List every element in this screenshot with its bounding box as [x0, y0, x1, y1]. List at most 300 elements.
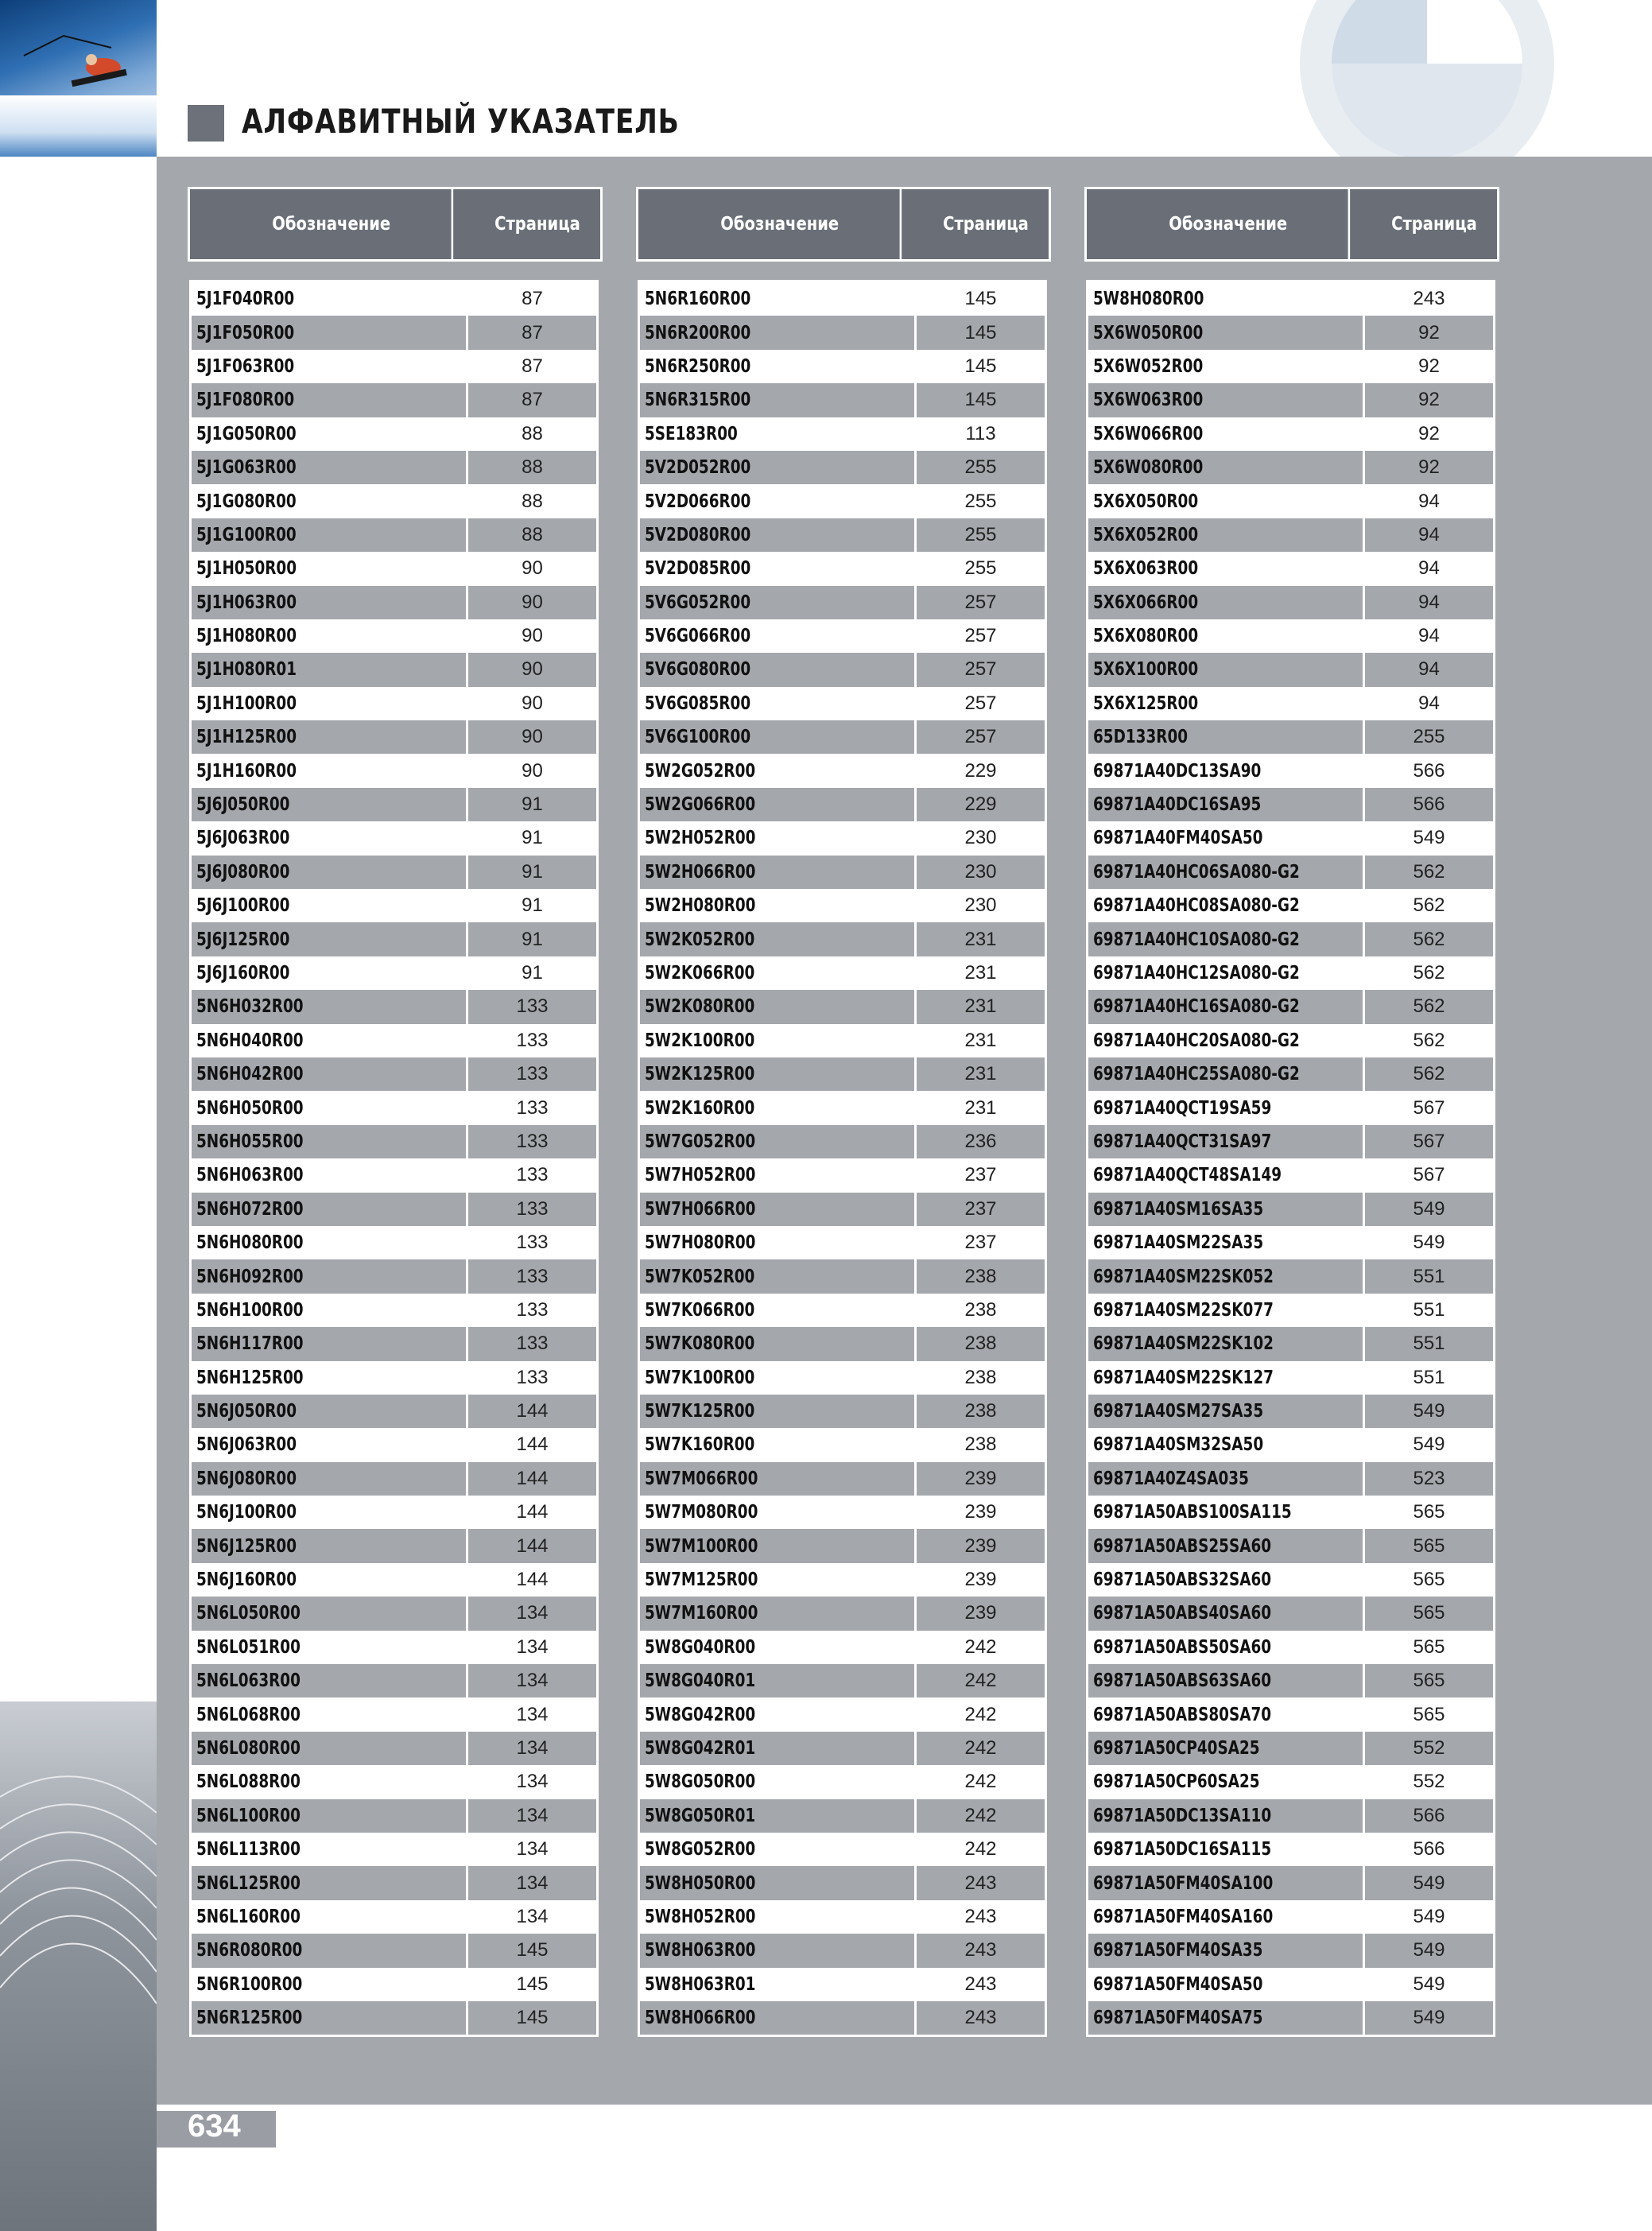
page-cell: 92 — [1418, 355, 1440, 377]
page-cell: 238 — [914, 1327, 1045, 1360]
page-cell: 87 — [522, 355, 543, 377]
designation-cell — [192, 552, 466, 585]
table-row — [1088, 1529, 1493, 1562]
designation-text: 69871A40QCT19SA59 — [1093, 1097, 1272, 1119]
designation-text: 69871A50FM40SA75 — [1093, 2008, 1263, 2029]
table-row — [1088, 1361, 1493, 1395]
designation-text: 69871A40SM32SA50 — [1093, 1434, 1264, 1456]
page-cell: 242 — [964, 1703, 997, 1725]
page-cell: 552 — [1363, 1732, 1493, 1765]
designation-text: 69871A40HC25SA080-G2 — [1093, 1064, 1300, 1085]
page-cell: 90 — [466, 720, 596, 754]
page-cell: 243 — [914, 1866, 1045, 1899]
designation-text: 69871A50ABS25SA60 — [1093, 1535, 1272, 1557]
designation-text: 5V6G080R00 — [645, 659, 751, 681]
page-title: АЛФАВИТНЫЙ УКАЗАТЕЛЬ — [242, 102, 680, 141]
table-row — [640, 1091, 1045, 1124]
designation-cell — [1088, 417, 1363, 451]
designation-text: 5J1F050R00 — [196, 322, 295, 343]
table-row — [192, 1900, 596, 1934]
designation-text: 5W7K100R00 — [645, 1367, 755, 1388]
designation-text: 5X6W052R00 — [1093, 355, 1204, 377]
designation-cell — [640, 1091, 914, 1124]
header-designation: Обозначение — [211, 189, 453, 259]
designation-cell — [1088, 889, 1363, 922]
designation-cell — [1088, 1361, 1363, 1395]
table-row — [192, 1158, 596, 1192]
designation-cell — [640, 1226, 914, 1259]
page-cell: 91 — [466, 856, 596, 889]
page-cell: 145 — [964, 288, 997, 310]
designation-text: 69871A50FM40SA50 — [1093, 1973, 1263, 1995]
designation-cell — [1088, 1664, 1363, 1698]
table-row — [192, 282, 596, 316]
page-cell: 144 — [466, 1529, 596, 1562]
table-row — [192, 451, 596, 484]
designation-cell — [1088, 653, 1363, 686]
table-row — [1088, 1900, 1493, 1934]
designation-cell — [192, 1193, 466, 1226]
designation-cell — [192, 1732, 466, 1765]
page-cell: 243 — [964, 1905, 997, 1927]
designation-text: 5W2K052R00 — [645, 929, 755, 950]
designation-cell — [1088, 1934, 1363, 1967]
table-row — [1088, 383, 1493, 417]
designation-cell — [1088, 619, 1363, 653]
page-cell: 133 — [516, 1366, 549, 1388]
designation-cell — [1088, 1193, 1363, 1226]
page-cell: 549 — [1413, 1905, 1445, 1927]
page-cell: 91 — [522, 827, 543, 849]
designation-cell — [640, 1934, 914, 1967]
designation-text: 5N6R250R00 — [645, 355, 751, 377]
designation-text: 5W8H063R01 — [645, 1973, 756, 1995]
designation-text: 69871A50CP40SA25 — [1093, 1737, 1260, 1759]
designation-cell — [640, 451, 914, 484]
designation-cell — [1088, 586, 1363, 619]
page-cell: 134 — [516, 1703, 549, 1725]
designation-text: 5J1H125R00 — [196, 727, 297, 748]
designation-text: 5N6L050R00 — [196, 1603, 301, 1624]
page-cell: 242 — [964, 1771, 997, 1793]
table-row — [1088, 687, 1493, 720]
page-cell: 255 — [964, 557, 997, 580]
designation-cell — [1088, 518, 1363, 552]
designation-cell — [640, 619, 914, 653]
designation-text: 5J1F040R00 — [196, 289, 295, 310]
page-cell: 92 — [1363, 316, 1493, 349]
page-cell: 230 — [964, 827, 997, 849]
designation-cell — [640, 1395, 914, 1428]
page-cell: 94 — [1363, 653, 1493, 686]
designation-cell — [1088, 350, 1363, 383]
page-cell: 257 — [914, 653, 1045, 686]
designation-cell — [192, 956, 466, 990]
table-row — [1088, 518, 1493, 552]
designation-text: 5J6J050R00 — [196, 794, 290, 816]
table-row — [192, 754, 596, 787]
designation-cell — [1088, 1631, 1363, 1664]
page-cell: 565 — [1413, 1703, 1445, 1725]
table-row — [1088, 1968, 1493, 2001]
designation-cell — [192, 1158, 466, 1192]
page-cell: 134 — [466, 1732, 596, 1765]
table-row — [1088, 1395, 1493, 1428]
designation-cell — [640, 484, 914, 518]
designation-cell — [1088, 1226, 1363, 1259]
page-cell: 549 — [1413, 1434, 1445, 1456]
designation-cell — [1088, 1765, 1363, 1798]
designation-text: 69871A40QCT31SA97 — [1093, 1131, 1272, 1152]
table-row — [1088, 417, 1493, 451]
designation-cell — [640, 1631, 914, 1664]
designation-text: 5N6L160R00 — [196, 1906, 301, 1927]
designation-text: 5W7K052R00 — [645, 1266, 755, 1287]
designation-cell — [640, 956, 914, 990]
designation-text: 5J1G050R00 — [196, 423, 297, 444]
table-body — [1086, 280, 1495, 2037]
designation-cell — [640, 1259, 914, 1293]
table-row — [640, 1833, 1045, 1866]
table-row — [192, 383, 596, 417]
designation-text: 5W2K066R00 — [645, 963, 755, 984]
table-row — [1088, 788, 1493, 821]
designation-cell — [192, 653, 466, 686]
designation-cell — [640, 1799, 914, 1833]
designation-text: 5N6J160R00 — [196, 1569, 297, 1591]
designation-cell — [640, 1024, 914, 1057]
designation-cell — [640, 1125, 914, 1158]
designation-cell — [192, 350, 466, 383]
designation-cell — [1088, 821, 1363, 855]
table-row — [1088, 1158, 1493, 1192]
designation-cell — [1088, 1259, 1363, 1293]
designation-text: 5J1G100R00 — [196, 524, 297, 545]
designation-cell — [640, 1158, 914, 1192]
table-row — [640, 383, 1045, 417]
designation-cell — [640, 1698, 914, 1731]
table-row — [640, 1294, 1045, 1327]
designation-cell — [640, 1833, 914, 1866]
designation-text: 5X6X080R00 — [1093, 626, 1199, 647]
designation-cell — [192, 451, 466, 484]
designation-text: 69871A40HC06SA080-G2 — [1093, 861, 1300, 883]
table-row — [640, 350, 1045, 383]
designation-text: 5W8G040R01 — [645, 1670, 756, 1692]
designation-cell — [192, 1563, 466, 1597]
table-row — [1088, 1799, 1493, 1833]
designation-text: 5X6X125R00 — [1093, 693, 1199, 714]
designation-text: 69871A50ABS32SA60 — [1093, 1569, 1272, 1591]
page-cell: 90 — [466, 586, 596, 619]
page-cell: 90 — [522, 759, 543, 782]
table-row — [192, 1193, 596, 1226]
designation-cell — [640, 687, 914, 720]
designation-text: 69871A50ABS63SA60 — [1093, 1670, 1272, 1692]
table-row — [1088, 586, 1493, 619]
page-cell: 237 — [914, 1193, 1045, 1226]
designation-text: 5N6L063R00 — [196, 1670, 301, 1692]
designation-text: 5W7G052R00 — [645, 1131, 756, 1152]
designation-text: 69871A40SM22SK127 — [1093, 1367, 1274, 1388]
page-cell: 257 — [914, 586, 1045, 619]
header-page: Страница — [1391, 214, 1477, 235]
table-row — [640, 417, 1045, 451]
designation-cell — [1088, 788, 1363, 821]
designation-text: 5N6L125R00 — [196, 1872, 301, 1894]
page-cell: 565 — [1363, 1597, 1493, 1630]
table-row — [192, 1631, 596, 1664]
table-row — [192, 552, 596, 585]
table-row — [192, 1833, 596, 1866]
page-cell: 134 — [516, 1635, 549, 1658]
designation-text: 5W2G052R00 — [645, 760, 756, 782]
header-page: Страница — [943, 214, 1029, 235]
table-row — [192, 350, 596, 383]
title-marker — [188, 105, 224, 142]
designation-text: 5W2K125R00 — [645, 1064, 755, 1085]
designation-cell — [640, 1294, 914, 1327]
designation-cell — [192, 788, 466, 821]
page-cell: 562 — [1363, 1057, 1493, 1091]
designation-cell — [192, 1631, 466, 1664]
designation-cell — [192, 1529, 466, 1562]
designation-text: 69871A50CP60SA25 — [1093, 1771, 1260, 1793]
page-cell: 88 — [522, 422, 543, 444]
page-cell: 551 — [1413, 1366, 1445, 1388]
designation-text: 69871A40FM40SA50 — [1093, 828, 1263, 849]
page-cell: 87 — [522, 288, 543, 310]
page-cell: 88 — [522, 490, 543, 512]
page-cell: 91 — [466, 788, 596, 821]
designation-cell — [1088, 484, 1363, 518]
page-cell: 255 — [964, 490, 997, 512]
page-cell: 566 — [1363, 1799, 1493, 1833]
designation-text: 5X6X066R00 — [1093, 592, 1199, 613]
table-row — [192, 1024, 596, 1057]
table-row — [192, 1259, 596, 1293]
designation-text: 5N6R125R00 — [196, 2008, 303, 2029]
designation-cell — [1088, 1900, 1363, 1934]
table-row — [192, 1799, 596, 1833]
designation-text: 5J1H100R00 — [196, 693, 297, 714]
designation-cell — [192, 1968, 466, 2001]
designation-text: 5W2K100R00 — [645, 1030, 755, 1051]
table-row — [640, 1193, 1045, 1226]
designation-cell — [192, 586, 466, 619]
page-cell: 87 — [466, 316, 596, 349]
table-row — [192, 1462, 596, 1496]
table-row — [1088, 1462, 1493, 1496]
designation-text: 5W8G050R00 — [645, 1771, 756, 1793]
table-row — [1088, 1226, 1493, 1259]
designation-text: 5J1H050R00 — [196, 558, 297, 580]
designation-cell — [192, 484, 466, 518]
designation-text: 5N6R160R00 — [645, 289, 751, 310]
table-row — [1088, 1428, 1493, 1461]
page-cell: 237 — [964, 1232, 997, 1254]
designation-cell — [640, 821, 914, 855]
designation-cell — [640, 586, 914, 619]
page-cell: 242 — [914, 1799, 1045, 1833]
table-row — [1088, 1024, 1493, 1057]
designation-cell — [640, 1361, 914, 1395]
designation-cell — [192, 1799, 466, 1833]
page-cell: 133 — [516, 1029, 549, 1051]
designation-text: 69871A40DC16SA95 — [1093, 794, 1262, 816]
table-row — [1088, 552, 1493, 585]
designation-text: 5W2K160R00 — [645, 1097, 755, 1119]
table-row — [192, 586, 596, 619]
table-row — [640, 720, 1045, 754]
designation-text: 5W7H066R00 — [645, 1198, 756, 1220]
table-row — [1088, 2001, 1493, 2035]
designation-text: 5N6R100R00 — [196, 1973, 303, 1995]
page-cell: 562 — [1413, 962, 1445, 984]
table-row — [1088, 1259, 1493, 1293]
designation-cell — [192, 1327, 466, 1360]
designation-text: 5X6X052R00 — [1093, 524, 1199, 545]
designation-cell — [192, 1462, 466, 1496]
table-row — [1088, 856, 1493, 889]
designation-text: 5W8G042R01 — [645, 1737, 756, 1759]
designation-text: 5N6J063R00 — [196, 1434, 297, 1456]
table-row — [192, 1395, 596, 1428]
page-cell: 567 — [1363, 1125, 1493, 1158]
designation-cell — [1088, 1698, 1363, 1731]
designation-cell — [1088, 720, 1363, 754]
page-cell: 566 — [1413, 1838, 1445, 1860]
decorative-wave-pattern — [0, 1701, 157, 2231]
designation-text: 5W2H080R00 — [645, 895, 756, 917]
designation-cell — [192, 1294, 466, 1327]
designation-text: 5V2D080R00 — [645, 524, 751, 545]
table-row — [192, 1057, 596, 1091]
table-row — [192, 653, 596, 686]
designation-cell — [640, 518, 914, 552]
table-row — [1088, 1125, 1493, 1158]
designation-cell — [192, 889, 466, 922]
designation-cell — [640, 788, 914, 821]
designation-cell — [192, 1496, 466, 1529]
designation-cell — [640, 922, 914, 956]
designation-cell — [640, 1193, 914, 1226]
designation-text: 69871A50ABS100SA115 — [1093, 1502, 1292, 1523]
page-cell: 231 — [914, 990, 1045, 1023]
designation-cell — [1088, 1428, 1363, 1461]
page-cell: 133 — [516, 1232, 549, 1254]
page-cell: 229 — [964, 759, 997, 782]
table-row — [640, 451, 1045, 484]
table-row — [640, 821, 1045, 855]
designation-text: 5W7M160R00 — [645, 1603, 758, 1624]
table-row — [1088, 1698, 1493, 1731]
table-row — [192, 1968, 596, 2001]
designation-text: 69871A40HC20SA080-G2 — [1093, 1030, 1300, 1051]
designation-cell — [640, 282, 914, 316]
photo-sky — [0, 95, 157, 157]
designation-cell — [1088, 1563, 1363, 1597]
page-cell: 255 — [1363, 720, 1493, 754]
designation-cell — [640, 417, 914, 451]
designation-text: 5N6R315R00 — [645, 390, 751, 411]
table-row — [1088, 1866, 1493, 1899]
designation-text: 5X6X100R00 — [1093, 659, 1199, 681]
designation-text: 5N6H032R00 — [196, 996, 304, 1018]
page-cell: 242 — [914, 1664, 1045, 1698]
table-row — [640, 316, 1045, 349]
page-cell: 243 — [914, 1934, 1045, 1967]
page-cell: 145 — [466, 2001, 596, 2035]
designation-cell — [640, 720, 914, 754]
designation-cell — [1088, 1529, 1363, 1562]
page-cell: 92 — [1418, 422, 1440, 444]
designation-text: 69871A40HC08SA080-G2 — [1093, 895, 1300, 917]
page-cell: 549 — [1363, 1866, 1493, 1899]
table-row — [1088, 1765, 1493, 1798]
designation-cell — [192, 687, 466, 720]
table-row — [192, 1091, 596, 1124]
page-cell: 239 — [964, 1569, 997, 1591]
page-cell: 255 — [914, 518, 1045, 552]
page-cell: 231 — [964, 1096, 997, 1119]
designation-cell — [192, 1428, 466, 1461]
table-row — [640, 1597, 1045, 1630]
table-row — [192, 1529, 596, 1562]
designation-text: 5W2H052R00 — [645, 828, 756, 849]
designation-text: 5J6J100R00 — [196, 895, 290, 917]
designation-cell — [192, 990, 466, 1023]
page-cell: 565 — [1413, 1635, 1445, 1658]
designation-cell — [1088, 1091, 1363, 1124]
page-cell: 237 — [964, 1164, 997, 1186]
designation-text: 5N6L113R00 — [196, 1839, 301, 1860]
designation-cell — [640, 653, 914, 686]
table-row — [1088, 1496, 1493, 1529]
designation-text: 5W8H066R00 — [645, 2008, 756, 2029]
page-cell: 133 — [466, 990, 596, 1023]
table-row — [192, 1361, 596, 1395]
designation-text: 69871A50DC13SA110 — [1093, 1805, 1272, 1826]
table-row — [640, 518, 1045, 552]
page-cell: 229 — [914, 788, 1045, 821]
designation-text: 5N6H055R00 — [196, 1131, 304, 1152]
designation-text: 5J1H063R00 — [196, 592, 297, 613]
page-cell: 134 — [466, 1799, 596, 1833]
table-row — [640, 552, 1045, 585]
designation-cell — [640, 1327, 914, 1360]
designation-text: 69871A40HC12SA080-G2 — [1093, 963, 1300, 984]
designation-cell — [1088, 451, 1363, 484]
header-designation: Обозначение — [660, 189, 902, 259]
table-row — [640, 1968, 1045, 2001]
header-page: Страница — [494, 214, 580, 235]
designation-cell — [640, 1462, 914, 1496]
designation-text: 5N6R200R00 — [645, 322, 751, 343]
table-row — [1088, 350, 1493, 383]
table-row — [192, 1327, 596, 1360]
designation-cell — [192, 1698, 466, 1731]
page-cell: 549 — [1363, 1395, 1493, 1428]
designation-text: 5N6L051R00 — [196, 1636, 301, 1658]
table-row — [1088, 1057, 1493, 1091]
page-cell: 134 — [466, 1597, 596, 1630]
page-cell: 257 — [964, 692, 997, 714]
designation-cell — [192, 1259, 466, 1293]
page-cell: 94 — [1363, 586, 1493, 619]
page-cell: 134 — [466, 1664, 596, 1698]
designation-cell — [640, 1597, 914, 1630]
